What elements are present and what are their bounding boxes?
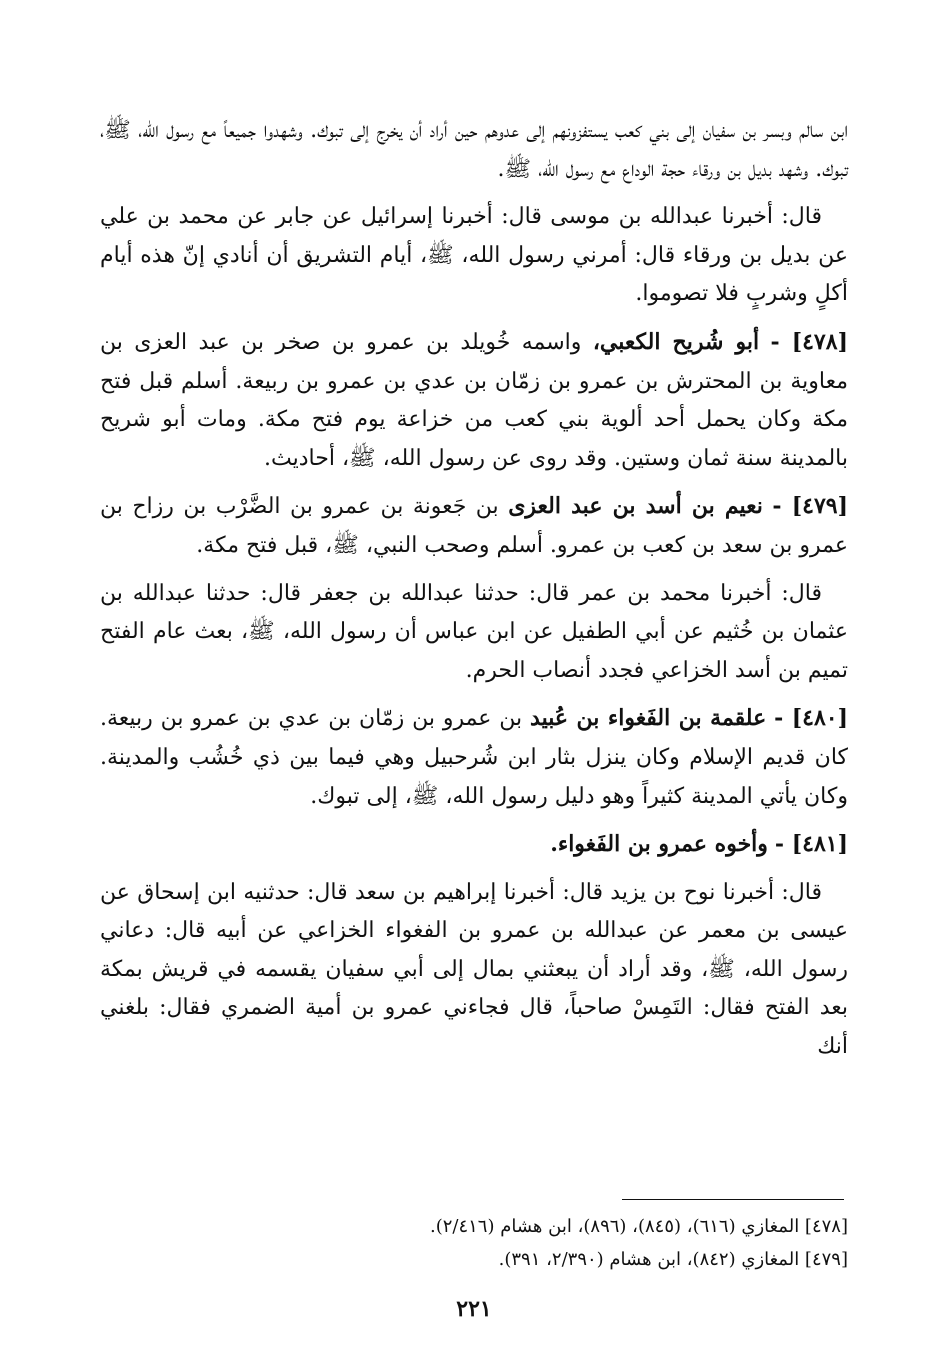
entry-name: وأخوه عمرو بن الفَغواء. <box>550 831 768 858</box>
entry-name: نعيم بن أسد بن عبد العزى <box>508 493 763 520</box>
paragraph-text: بن جَعونة بن عمرو بن الضَّرْب بن رزاح بن عمرو بن سعد بن كعب بن عمرو. أسلم وصحب النبي، ﷺ، قبل فتح مكة. <box>100 494 848 558</box>
footnote-478: [٤٧٨] المغازي (٦١٦)، (٨٤٥)، (٨٩٦)، ابن هشام (٢/٤١٦). <box>429 1216 848 1237</box>
entry-name: علقمة بن الفَغواء بن عُبيد <box>530 705 767 732</box>
paragraph-text: بن عمرو بن زمّان بن عدي بن عمرو بن ربيعة. كان قديم الإسلام وكان ينزل بثار ابن شُرحبيل وهي فيما بين ذي خُشُب والمدينة. وكان يأتي المدينة كثيراً وهو دليل رسول الله، ﷺ، إلى تبوك. <box>100 706 848 809</box>
paragraph-text: قال: أخبرنا نوح بن يزيد قال: أخبرنا إبراهيم بن سعد قال: حدثنيه ابن إسحاق عن عيسى بن معمر عن عبدالله بن عمرو بن الفغواء الخزاعي عن أبيه قال: دعاني رسول الله، ﷺ، وقد أراد أن يبعثني بمال إلى أبي سفيان يقسمه في قريش بمكة بعد الفتح فقال: التَمِسْ صاحباً، قال فجاءني عمرو بن أمية الضمري فقال: بلغني أنك <box>100 879 848 1060</box>
page-number: ٢٢١ <box>456 1296 492 1322</box>
paragraph-text: قال: أخبرنا عبدالله بن موسى قال: أخبرنا إسرائيل عن جابر عن محمد بن علي عن بديل بن ورقاء قال: أمرني رسول الله، ﷺ، أيام التشريق أن أنادي إنّ هذه أيام أكلٍ وشربٍ فلا تصوموا. <box>100 204 848 307</box>
entry-479 <box>100 487 848 565</box>
paragraph-text: قال: أخبرنا محمد بن عمر قال: حدثنا عبدالله بن جعفر قال: حدثنا عبدالله بن عثمان بن خُثيم عن أبي الطفيل عن ابن عباس أن رسول الله، ﷺ، بعث عام الفتح تميم بن أسد الخزاعي فجدد أنصاب الحرم. <box>100 580 849 683</box>
entry-480 <box>100 699 848 816</box>
main-text <box>100 112 848 1076</box>
footnotes <box>100 1210 848 1276</box>
entry-number: [٤٨١] - <box>774 831 848 858</box>
footnote-divider <box>622 1199 844 1200</box>
entry-number: [٤٧٩] - <box>772 493 848 520</box>
paragraph-5 <box>100 575 848 691</box>
entry-478 <box>100 323 848 478</box>
paragraph-text: واسمه خُويلد بن عمرو بن صخر بن عبد العزى بن معاوية بن المحترش بن عمرو بن زمّان بن عدي بن عمرو بن ربيعة. أسلم قبل فتح مكة وكان يحمل أحد ألوية بني كعب من خزاعة يوم فتح مكة. ومات أبو شريح بالمدينة سنة ثمان وستين. وقد روى عن رسول الله، ﷺ، أحاديث. <box>100 329 848 471</box>
paragraph-2 <box>100 198 848 314</box>
paragraph-1 <box>100 112 848 189</box>
entry-name: أبو شُريح الكعبي، <box>592 328 760 355</box>
entry-number: [٤٨٠] - <box>774 705 848 732</box>
entry-481 <box>100 825 848 865</box>
paragraph-8 <box>100 874 848 1067</box>
entry-number: [٤٧٨] - <box>770 328 848 355</box>
paragraph-text: ابن سالم وبسر بن سفيان إلى بني كعب يستفزونهم إلى عدوهم حين أراد أن يخرج إلى تبوك. وشهدوا جميعاً مع رسول الله، ﷺ، تبوك. وشهد بديل بن ورقاء حجة الوداع مع رسول الله، ﷺ. <box>100 118 848 182</box>
footnote-479: [٤٧٩] المغازي (٨٤٢)، ابن هشام (٢/٣٩٠، ٣٩١). <box>498 1249 848 1270</box>
